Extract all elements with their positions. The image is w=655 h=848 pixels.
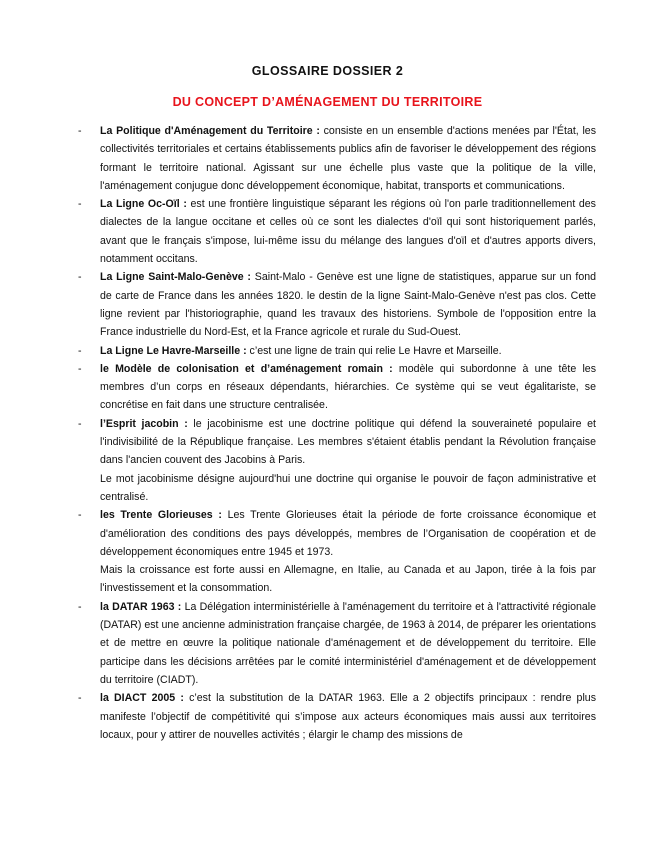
glossary-entry <box>78 195 596 268</box>
entry-text: modèle qui subordonne à une tête les membres d’un corps en réseaux dépendants, hiérarchies. Ce système qui se veut égalitariste, se concrétise en fait dans une structure centralisée. <box>100 362 596 412</box>
entry-text: La Délégation interministérielle à l'aménagement du territoire et à l'attractivité régionale (DATAR) est une ancienne administration française chargée, de 1963 à 2014, de préparer les orientations et de mettre en œuvre la politique nationale d'aménagement et de développement du territoire. Elle participe dans les décisions arrêtées par le comité interministériel d'aménagement et de développement du territoire (CIADT). <box>100 600 596 686</box>
glossary-entry <box>78 506 596 597</box>
document-subtitle: DU CONCEPT D’AMÉNAGEMENT DU TERRITOIRE <box>172 95 483 109</box>
glossary-list <box>78 122 596 744</box>
entry-definition <box>100 342 596 360</box>
entry-term: La Ligne Saint-Malo-Genève : <box>100 271 251 284</box>
entry-text: est une frontière linguistique séparant les régions où l'on parle traditionnellement des dialectes de la langue occitane et celles où ce sont les dialectes d'oïl qui sont historiquement parlés, avant que le français s'impose, lui-même issu du mélange des langues d'oïl et d'autres apports divers, notamment occitans. <box>100 198 596 266</box>
document-title: GLOSSAIRE DOSSIER 2 <box>251 64 404 78</box>
bullet-dash: - <box>78 509 82 522</box>
entry-text: le jacobinisme est une doctrine politique qui défend la souveraineté populaire et l'indivisibilité de la République française. Les membres s'étaient établis pendant la Révolution française dans l'ancien couvent des Jacobins à Paris. <box>100 417 596 467</box>
bullet-dash: - <box>78 600 82 613</box>
entry-text: Saint-Malo - Genève est une ligne de statistiques, apparue sur un fond de carte de France dans les années 1820. le destin de la ligne Saint-Malo-Genève n'est pas clos. Cette ligne revient par l'historiographie, quand les travaux des historiens. Symbole de l'opposition entre la France industrielle du Nord-Est, et la France agricole et rurale du Sud-Ouest. <box>100 271 596 339</box>
entry-term: les Trente Glorieuses : <box>100 509 222 522</box>
glossary-entry <box>78 689 596 744</box>
bullet-dash: - <box>78 417 82 430</box>
bullet-dash: - <box>78 362 82 375</box>
entry-extra-paragraph: Mais la croissance est forte aussi en Allemagne, en Italie, au Canada et au Japon, tirée à la fois par l'investissement et la consommation. <box>100 564 596 595</box>
entry-term: la DIACT 2005 : <box>100 692 184 705</box>
entry-term: le Modèle de colonisation et d’aménagement romain : <box>100 362 393 375</box>
entry-definition <box>100 360 596 415</box>
entry-definition <box>100 415 596 470</box>
entry-definition <box>100 195 596 268</box>
entry-text: consiste en un ensemble d'actions menées par l'État, les collectivités territoriales et certains établissements publics afin de favoriser le développement des régions formant le territoire national. Agissant sur une échelle plus vaste que la politique de la ville, l'aménagement conjugue donc développement économique, habitat, transports et communications. <box>100 125 596 192</box>
entry-definition <box>100 122 596 195</box>
entry-text: Les Trente Glorieuses était la période de forte croissance économique et d'amélioration des conditions des pays développés, membres de l’Organisation de coopération et de développement économiques entre 1945 et 1973. <box>100 509 596 558</box>
glossary-entry <box>78 122 596 195</box>
bullet-dash: - <box>78 271 82 284</box>
entry-text: c’est la substitution de la DATAR 1963. Elle a 2 objectifs principaux : rendre plus manifeste l’objectif de compétitivité qui s’impose aux acteurs économiques mais aussi aux territoires locaux, pour y attirer de nouvelles activités ; élargir le champ des missions de <box>100 692 596 741</box>
entry-term: La Ligne Le Havre-Marseille : <box>100 344 247 357</box>
entry-extra-paragraph: Le mot jacobinisme désigne aujourd'hui une doctrine qui organise le pouvoir de façon administrative et centralisé. <box>100 472 596 503</box>
glossary-entry <box>78 360 596 415</box>
bullet-dash: - <box>78 125 82 137</box>
entry-definition <box>100 598 596 689</box>
glossary-entry <box>78 415 596 506</box>
entry-definition <box>100 689 596 744</box>
bullet-dash: - <box>78 344 82 357</box>
entry-term: la DATAR 1963 : <box>100 600 182 613</box>
entry-definition <box>100 506 596 561</box>
entry-definition <box>100 268 596 341</box>
bullet-dash: - <box>78 692 82 705</box>
entry-term: La Politique d'Aménagement du Territoire : <box>100 125 320 137</box>
glossary-entry <box>78 342 596 360</box>
entry-term: l’Esprit jacobin : <box>100 417 188 430</box>
entry-text: c’est une ligne de train qui relie Le Havre et Marseille. <box>246 344 502 357</box>
entry-term: La Ligne Oc-Oïl : <box>100 198 187 211</box>
glossary-entry <box>78 598 596 689</box>
bullet-dash: - <box>78 198 82 211</box>
glossary-entry <box>78 268 596 341</box>
